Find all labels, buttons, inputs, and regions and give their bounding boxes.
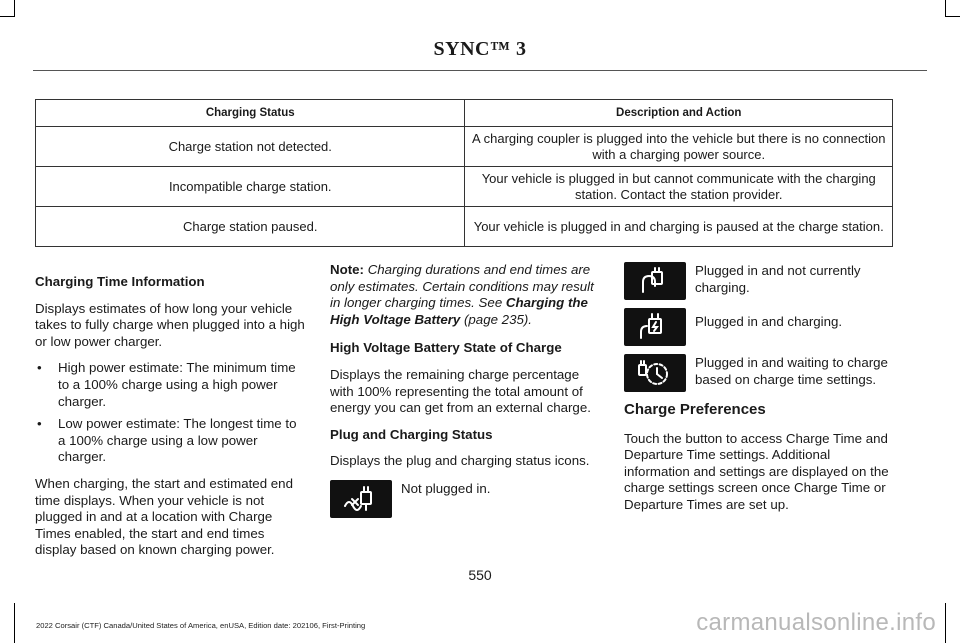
paragraph: Displays estimates of how long your vehicle takes to fully charge when plugged into a high or low power charger. [35, 300, 305, 349]
column-header: Description and Action [465, 100, 893, 127]
paragraph: Displays the remaining charge percentage with 100% representing the total amount of energy you can get from an external charge. [330, 366, 591, 416]
table-cell: Your vehicle is plugged in but cannot communicate with the charging station. Contact the station provider. [465, 167, 893, 207]
not-plugged-in-icon [330, 480, 392, 518]
icon-description: Plugged in and not currently charging. [695, 263, 861, 295]
table-cell: Incompatible charge station. [36, 167, 465, 207]
note-text: Charging durations and end times are only estimates. Certain conditions may result in longer charging times. See [330, 262, 594, 311]
list-item [35, 416, 307, 466]
table-cell: A charging coupler is plugged into the vehicle but there is no connection with a charging power source. [465, 127, 893, 167]
status-icon-row [624, 262, 896, 300]
page-title: SYNC™ 3 [433, 38, 527, 60]
crop-mark [945, 16, 960, 17]
list-item [35, 360, 307, 410]
paragraph: Touch the button to access Charge Time and Departure Time settings. Additional information and settings are displayed on the charge settings screen once Charge Time or Departure Times are set up. [624, 430, 889, 512]
column-header: Charging Status [36, 100, 465, 127]
table-row [36, 167, 893, 207]
table-cell: Charge station paused. [36, 207, 465, 247]
table-header-row [36, 100, 893, 127]
table-row [36, 127, 893, 167]
bullet-list [35, 360, 307, 466]
header-divider [33, 70, 927, 71]
paragraph: Displays the plug and charging status icons. [330, 453, 590, 469]
section-heading: High Voltage Battery State of Charge [330, 340, 562, 356]
list-item-text: Low power estimate: The longest time to a 100% charge using a low power charger. [58, 416, 297, 465]
paragraph: When charging, the start and estimated end time displays. When your vehicle is not plugged in and at a location with Charge Times enabled, the start and end times display based on known charging power. [35, 475, 293, 558]
plugged-not-charging-icon [624, 262, 686, 300]
bullet-glyph: • [37, 360, 42, 376]
table-cell: Your vehicle is plugged in and charging is paused at the charge station. [465, 207, 893, 247]
section-heading: Charge Preferences [624, 401, 766, 418]
plugged-waiting-icon [624, 354, 686, 392]
edition-footer: 2022 Corsair (CTF) Canada/United States of America, enUSA, Edition date: 202106, First-Printing [36, 621, 366, 630]
column-middle [330, 262, 602, 518]
charging-status-table [35, 99, 893, 247]
status-icon-row [624, 354, 896, 392]
icon-description: Not plugged in. [401, 480, 491, 496]
crop-mark [14, 0, 15, 16]
section-heading: Charging Time Information [35, 274, 205, 289]
note-paragraph [330, 262, 602, 328]
note-label: Note: [330, 262, 364, 277]
crop-mark [945, 603, 946, 643]
watermark: carmanualsonline.info [696, 609, 936, 636]
crop-mark [14, 603, 15, 643]
icon-description: Plugged in and waiting to charge based on charge time settings. [695, 355, 888, 387]
table-cell: Charge station not detected. [36, 127, 465, 167]
plugged-charging-icon [624, 308, 686, 346]
bullet-glyph: • [37, 416, 42, 432]
section-heading: Plug and Charging Status [330, 426, 493, 442]
crop-mark [0, 16, 15, 17]
column-left [35, 262, 307, 569]
page-number: 550 [468, 567, 492, 583]
status-icon-row [624, 308, 896, 346]
crop-mark [945, 0, 946, 16]
page-reference: (page 235). [463, 311, 532, 327]
table-row [36, 207, 893, 247]
list-item-text: High power estimate: The minimum time to a 100% charge using a high power charger. [58, 360, 296, 409]
icon-description: Plugged in and charging. [695, 314, 843, 329]
column-right [624, 262, 896, 524]
cross-reference-link[interactable]: Charging the High Voltage Battery [330, 295, 588, 327]
status-icon-row [330, 480, 602, 518]
